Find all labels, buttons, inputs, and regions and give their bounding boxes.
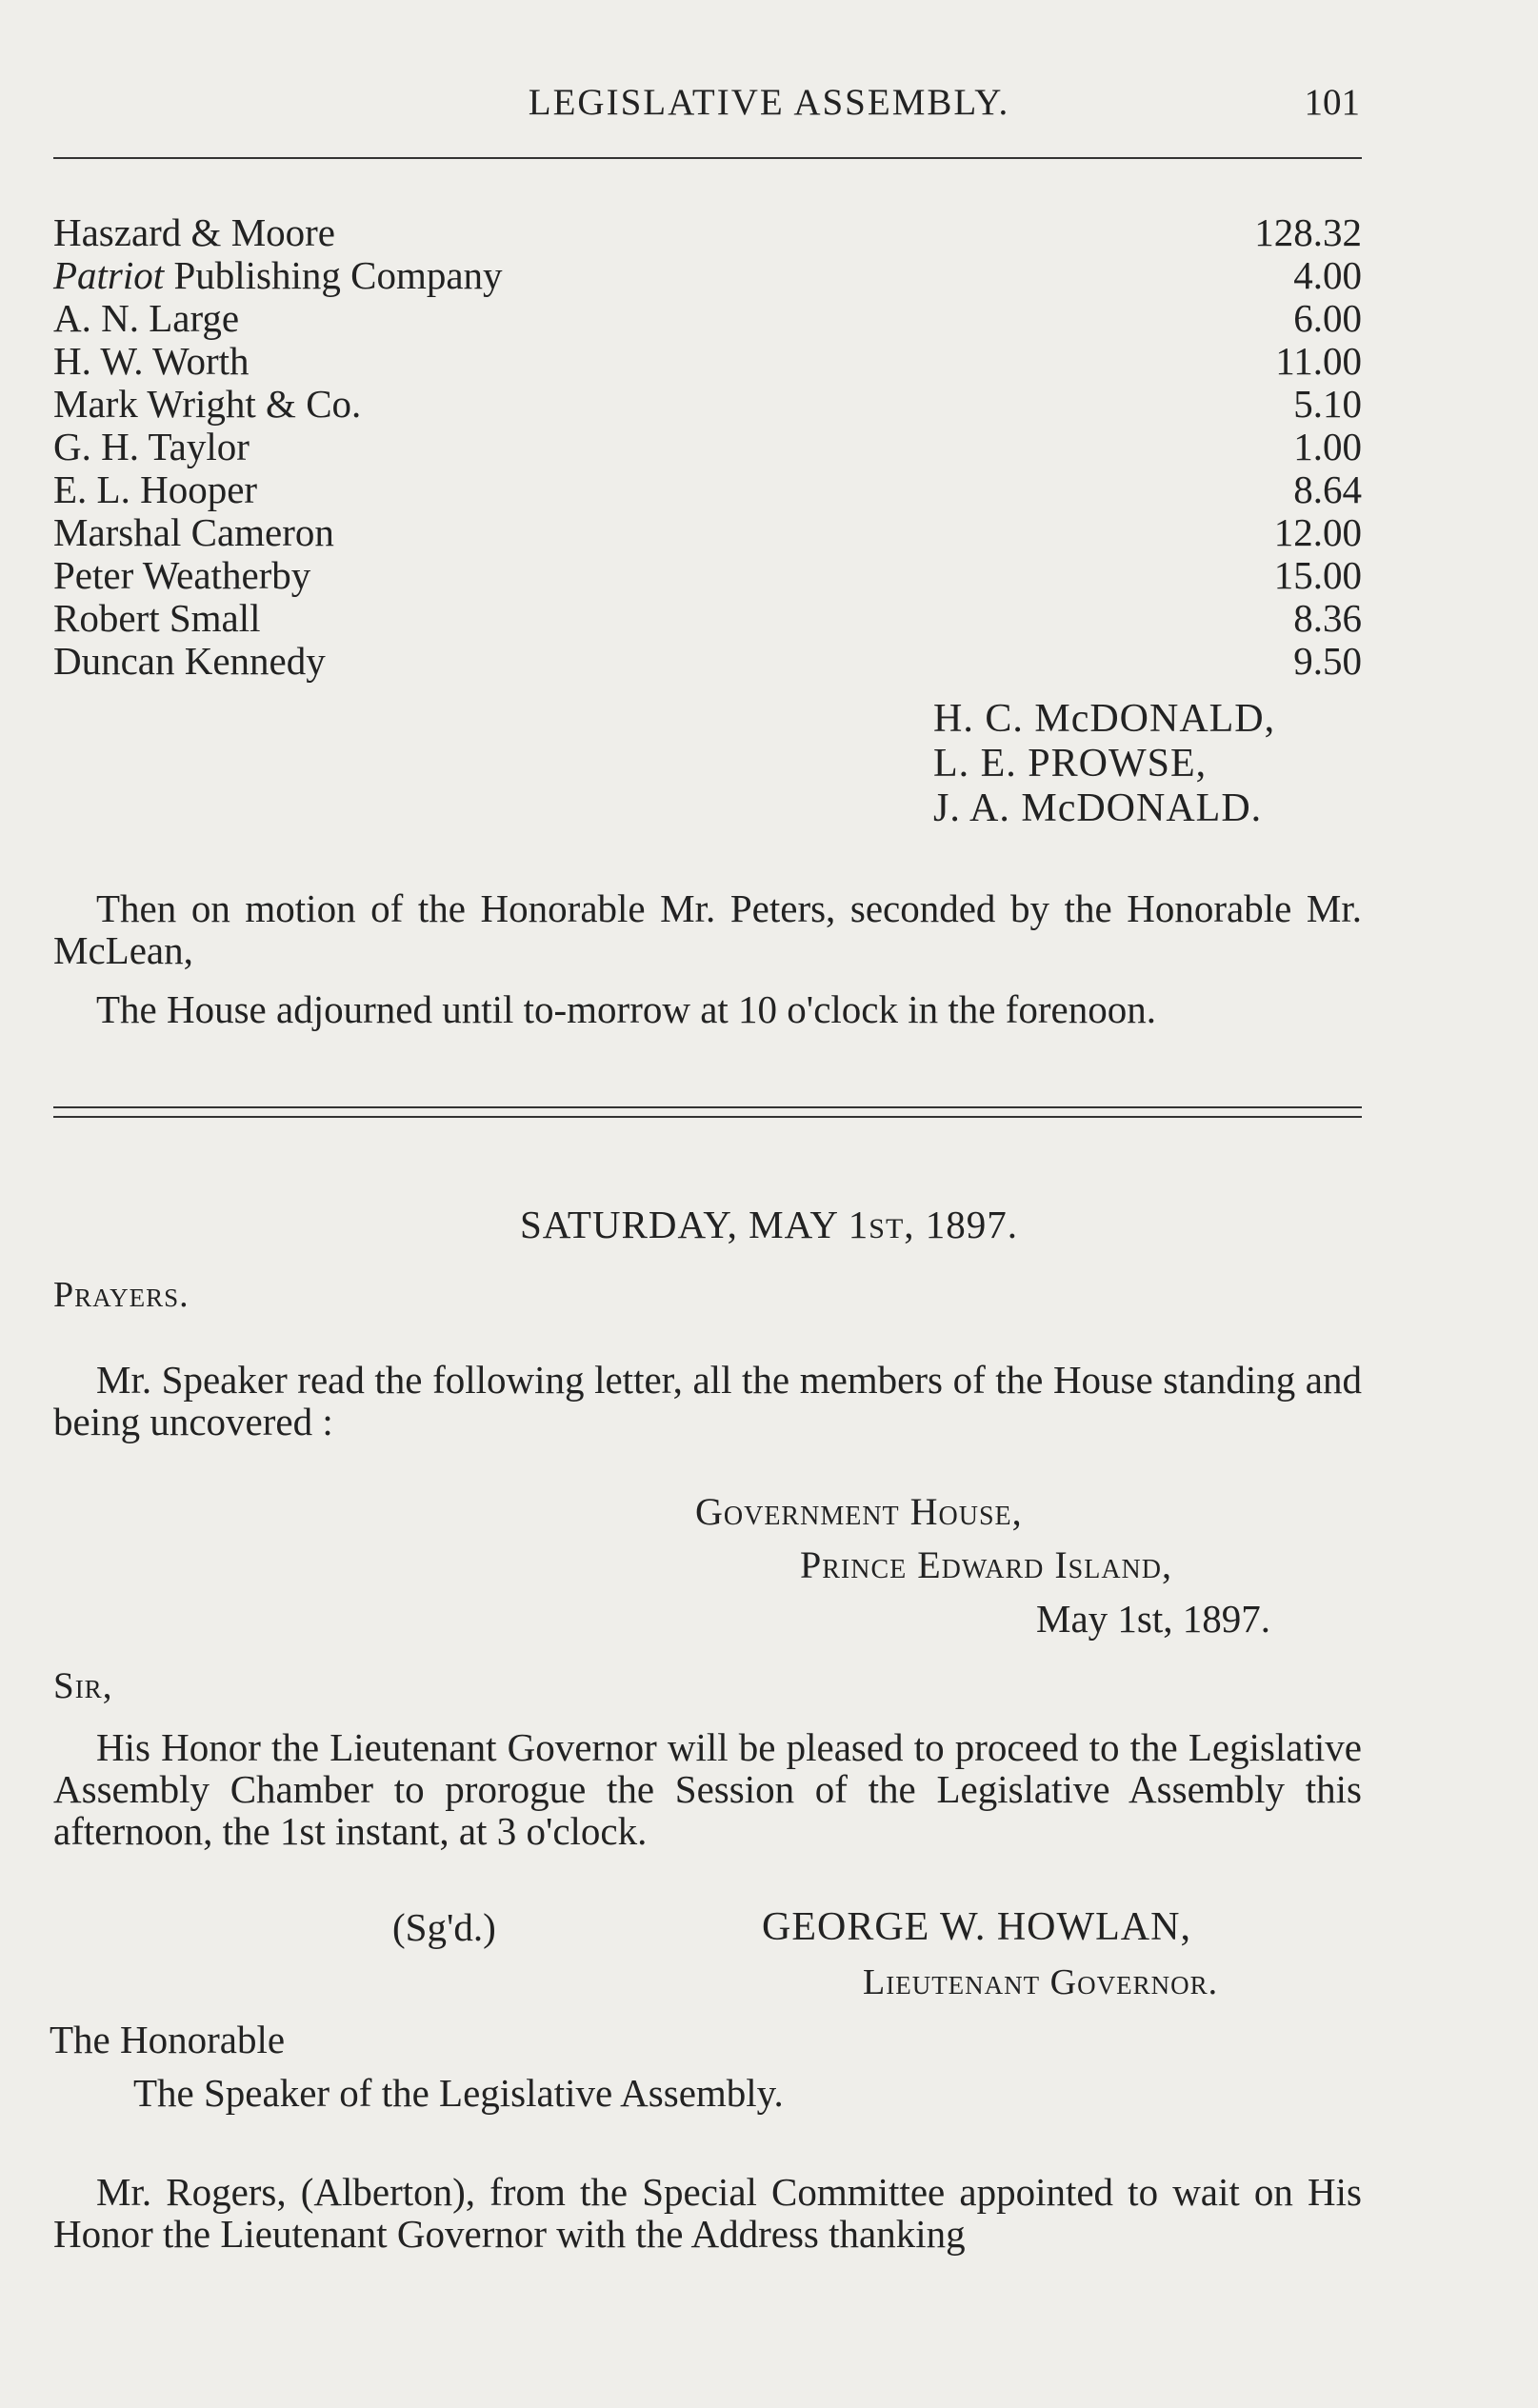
- page-number: 101: [1304, 82, 1360, 123]
- account-row: [53, 511, 1362, 554]
- motion-paragraph: [53, 887, 1362, 971]
- account-name: E. L. Hooper: [53, 468, 258, 511]
- prayers-heading: Prayers.: [53, 1275, 190, 1315]
- account-row: [53, 426, 1362, 468]
- closing-paragraph: Mr. Rogers, (Alberton), from the Special Committee appointed to wait on His Honor the Lieutenant Governor with the Address thanking: [53, 2171, 1362, 2256]
- account-row: [53, 597, 1362, 640]
- publication-title: Patriot: [53, 253, 165, 297]
- account-name: Robert Small: [53, 596, 261, 640]
- account-amount: 9.50: [1293, 639, 1362, 683]
- account-amount: 6.00: [1293, 296, 1362, 340]
- account-name: G. H. Taylor: [53, 425, 250, 468]
- account-name: Duncan Kennedy: [53, 639, 326, 683]
- signatory: J. A. McDONALD.: [933, 786, 1263, 830]
- account-row: [53, 554, 1362, 597]
- letter-address-line2: Prince Edward Island,: [800, 1543, 1172, 1586]
- account-amount: 1.00: [1293, 425, 1362, 468]
- signed-mark: (Sg'd.): [392, 1905, 496, 1949]
- account-name: A. N. Large: [53, 296, 240, 340]
- account-row: [53, 383, 1362, 426]
- letter-date: May 1st, 1897.: [1036, 1597, 1270, 1641]
- account-amount: 5.10: [1293, 382, 1362, 426]
- sitting-date-heading: [0, 1202, 1538, 1247]
- date-year: , 1897.: [904, 1203, 1019, 1246]
- date-main: SATURDAY, MAY 1: [519, 1203, 869, 1246]
- account-name: [53, 254, 503, 297]
- account-name: Mark Wright & Co.: [53, 382, 362, 426]
- signatory: H. C. McDONALD,: [933, 697, 1276, 741]
- account-amount: 15.00: [1273, 553, 1362, 597]
- letter-signer: GEORGE W. HOWLAN,: [762, 1905, 1191, 1949]
- committee-signatures: [933, 697, 1275, 831]
- account-name: H. W. Worth: [53, 339, 250, 383]
- account-amount: 8.36: [1293, 596, 1362, 640]
- account-amount: 4.00: [1293, 253, 1362, 297]
- account-amount: 12.00: [1273, 510, 1362, 554]
- adjournment-paragraph: [53, 988, 1362, 1030]
- letter-body: His Honor the Lieutenant Governor will be pleased to proceed to the Legislative Assembly Chamber to prorogue the Session of the Legislative Assembly this afternoon, the 1st instant, at 3 o'clock.: [53, 1725, 1362, 1853]
- account-row: [53, 640, 1362, 683]
- signatory: L. E. PROWSE,: [933, 742, 1208, 786]
- accounts-list: [53, 211, 1362, 683]
- addressee-line2: The Speaker of the Legislative Assembly.: [133, 2071, 784, 2115]
- addressee-line1: The Honorable: [50, 2018, 286, 2061]
- running-header: LEGISLATIVE ASSEMBLY.: [528, 82, 1010, 123]
- account-row: [53, 468, 1362, 511]
- account-name: Haszard & Moore: [53, 210, 336, 254]
- letter-salutation: Sir,: [53, 1665, 113, 1706]
- account-amount: 8.64: [1293, 468, 1362, 511]
- account-amount: 11.00: [1275, 339, 1362, 383]
- section-rule-bottom: [53, 1116, 1362, 1118]
- account-row: [53, 297, 1362, 340]
- account-name-rest: Publishing Company: [164, 253, 503, 297]
- adjournment-text: The House adjourned until to-morrow at 10 o'clock in the forenoon.: [96, 987, 1156, 1031]
- account-row: [53, 340, 1362, 383]
- account-row: [53, 211, 1362, 254]
- motion-text: Then on motion of the Honorable Mr. Peters, seconded by the Honorable Mr. McLean,: [53, 886, 1362, 972]
- account-row: [53, 254, 1362, 297]
- letter-intro-paragraph: Mr. Speaker read the following letter, all the members of the House standing and being uncovered :: [53, 1358, 1362, 1443]
- account-name: Marshal Cameron: [53, 510, 334, 554]
- section-rule-top: [53, 1106, 1362, 1108]
- account-name: Peter Weatherby: [53, 553, 311, 597]
- date-ordinal-suffix: ST: [869, 1213, 905, 1244]
- signer-title: Lieutenant Governor.: [863, 1962, 1219, 2002]
- account-amount: 128.32: [1254, 210, 1362, 254]
- letter-address-line1: Government House,: [695, 1490, 1023, 1533]
- header-rule: [53, 157, 1362, 159]
